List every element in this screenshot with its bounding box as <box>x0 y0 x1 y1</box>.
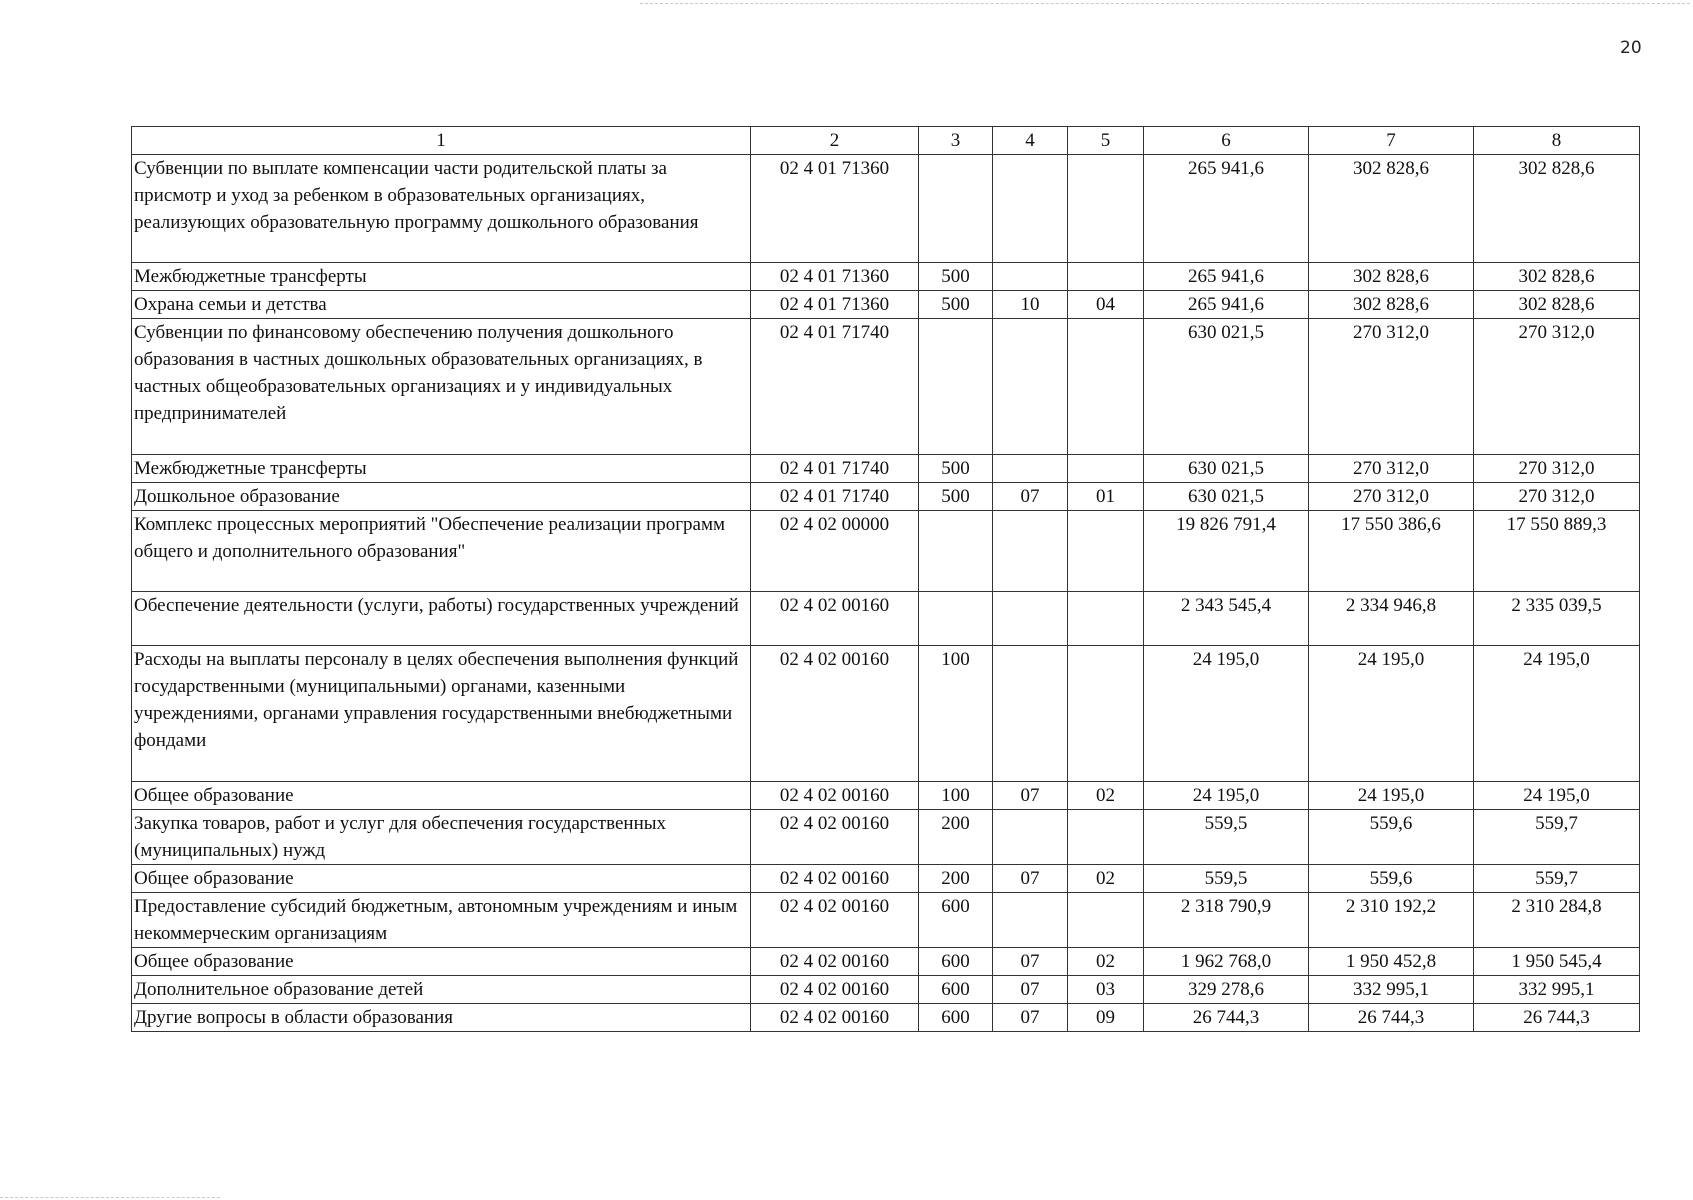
row-col3: 200 <box>919 810 993 865</box>
row-value-8: 24 195,0 <box>1474 646 1640 782</box>
row-code: 02 4 02 00160 <box>751 782 919 810</box>
row-value-7: 332 995,1 <box>1309 976 1474 1004</box>
row-value-6: 265 941,6 <box>1144 155 1309 263</box>
table-row <box>132 865 1640 893</box>
row-col5 <box>1068 319 1144 455</box>
row-value-8: 270 312,0 <box>1474 455 1640 483</box>
row-code: 02 4 02 00000 <box>751 511 919 592</box>
table-row <box>132 893 1640 948</box>
row-code: 02 4 01 71740 <box>751 455 919 483</box>
row-value-7: 26 744,3 <box>1309 1004 1474 1032</box>
row-col4 <box>993 893 1068 948</box>
table-row <box>132 948 1640 976</box>
row-col4 <box>993 155 1068 263</box>
row-name: Предоставление субсидий бюджетным, автономным учреждениям и иным некоммерческим организациям <box>132 893 751 948</box>
row-value-6: 2 343 545,4 <box>1144 592 1309 646</box>
row-value-8: 332 995,1 <box>1474 976 1640 1004</box>
row-col3 <box>919 319 993 455</box>
row-code: 02 4 01 71360 <box>751 291 919 319</box>
table-row <box>132 483 1640 511</box>
row-col4 <box>993 810 1068 865</box>
table-row <box>132 291 1640 319</box>
row-value-7: 270 312,0 <box>1309 455 1474 483</box>
row-value-6: 1 962 768,0 <box>1144 948 1309 976</box>
table-row <box>132 511 1640 592</box>
scan-artifact-bottom <box>0 1197 220 1198</box>
row-name: Общее образование <box>132 865 751 893</box>
row-code: 02 4 02 00160 <box>751 592 919 646</box>
row-col5: 01 <box>1068 483 1144 511</box>
table-row <box>132 782 1640 810</box>
row-name: Комплекс процессных мероприятий "Обеспечение реализации программ общего и дополнительного образования" <box>132 511 751 592</box>
row-code: 02 4 01 71360 <box>751 155 919 263</box>
row-value-7: 24 195,0 <box>1309 646 1474 782</box>
row-col4: 10 <box>993 291 1068 319</box>
row-col5: 04 <box>1068 291 1144 319</box>
header-col-5: 5 <box>1068 127 1144 155</box>
row-col3: 600 <box>919 893 993 948</box>
row-value-6: 2 318 790,9 <box>1144 893 1309 948</box>
row-name: Общее образование <box>132 782 751 810</box>
table-body <box>132 155 1640 1032</box>
row-value-7: 302 828,6 <box>1309 291 1474 319</box>
row-value-8: 302 828,6 <box>1474 263 1640 291</box>
header-col-6: 6 <box>1144 127 1309 155</box>
row-value-6: 265 941,6 <box>1144 263 1309 291</box>
header-col-4: 4 <box>993 127 1068 155</box>
row-value-6: 559,5 <box>1144 865 1309 893</box>
table-row <box>132 810 1640 865</box>
row-code: 02 4 01 71360 <box>751 263 919 291</box>
row-value-8: 2 310 284,8 <box>1474 893 1640 948</box>
row-value-6: 630 021,5 <box>1144 483 1309 511</box>
row-col3: 100 <box>919 646 993 782</box>
row-col5 <box>1068 155 1144 263</box>
row-value-6: 329 278,6 <box>1144 976 1309 1004</box>
row-value-6: 559,5 <box>1144 810 1309 865</box>
row-name: Общее образование <box>132 948 751 976</box>
row-value-6: 265 941,6 <box>1144 291 1309 319</box>
row-value-6: 26 744,3 <box>1144 1004 1309 1032</box>
table-row <box>132 976 1640 1004</box>
row-code: 02 4 02 00160 <box>751 1004 919 1032</box>
table-row <box>132 455 1640 483</box>
row-name: Межбюджетные трансферты <box>132 263 751 291</box>
row-col3: 100 <box>919 782 993 810</box>
row-col4: 07 <box>993 865 1068 893</box>
row-value-7: 270 312,0 <box>1309 319 1474 455</box>
row-name: Дополнительное образование детей <box>132 976 751 1004</box>
row-col4: 07 <box>993 1004 1068 1032</box>
row-col4: 07 <box>993 483 1068 511</box>
row-value-8: 17 550 889,3 <box>1474 511 1640 592</box>
row-name: Другие вопросы в области образования <box>132 1004 751 1032</box>
row-value-8: 559,7 <box>1474 865 1640 893</box>
row-value-7: 17 550 386,6 <box>1309 511 1474 592</box>
page-number: 20 <box>1620 38 1642 58</box>
row-col3 <box>919 592 993 646</box>
row-value-8: 24 195,0 <box>1474 782 1640 810</box>
row-col4 <box>993 511 1068 592</box>
row-value-8: 270 312,0 <box>1474 319 1640 455</box>
row-value-7: 2 334 946,8 <box>1309 592 1474 646</box>
row-col3: 500 <box>919 455 993 483</box>
row-col3: 600 <box>919 976 993 1004</box>
row-value-8: 270 312,0 <box>1474 483 1640 511</box>
table-row <box>132 155 1640 263</box>
row-value-6: 24 195,0 <box>1144 782 1309 810</box>
row-value-7: 302 828,6 <box>1309 155 1474 263</box>
table-row <box>132 319 1640 455</box>
row-col5 <box>1068 263 1144 291</box>
row-col5 <box>1068 511 1144 592</box>
header-col-8: 8 <box>1474 127 1640 155</box>
row-value-8: 2 335 039,5 <box>1474 592 1640 646</box>
row-name: Межбюджетные трансферты <box>132 455 751 483</box>
row-value-7: 302 828,6 <box>1309 263 1474 291</box>
row-code: 02 4 02 00160 <box>751 865 919 893</box>
row-value-6: 24 195,0 <box>1144 646 1309 782</box>
header-col-2: 2 <box>751 127 919 155</box>
row-col5: 02 <box>1068 782 1144 810</box>
row-value-6: 630 021,5 <box>1144 455 1309 483</box>
row-name: Закупка товаров, работ и услуг для обеспечения государственных (муниципальных) нужд <box>132 810 751 865</box>
row-value-8: 26 744,3 <box>1474 1004 1640 1032</box>
header-col-7: 7 <box>1309 127 1474 155</box>
row-name: Обеспечение деятельности (услуги, работы) государственных учреждений <box>132 592 751 646</box>
row-name: Охрана семьи и детства <box>132 291 751 319</box>
row-value-8: 1 950 545,4 <box>1474 948 1640 976</box>
budget-table <box>131 126 1640 1032</box>
row-col3: 500 <box>919 263 993 291</box>
row-col4 <box>993 319 1068 455</box>
row-code: 02 4 02 00160 <box>751 976 919 1004</box>
row-col4 <box>993 455 1068 483</box>
row-col5 <box>1068 893 1144 948</box>
row-col5 <box>1068 592 1144 646</box>
row-value-6: 630 021,5 <box>1144 319 1309 455</box>
row-code: 02 4 02 00160 <box>751 893 919 948</box>
row-value-7: 270 312,0 <box>1309 483 1474 511</box>
row-col3: 200 <box>919 865 993 893</box>
row-value-7: 1 950 452,8 <box>1309 948 1474 976</box>
header-col-1: 1 <box>132 127 751 155</box>
table-row <box>132 646 1640 782</box>
row-col3 <box>919 511 993 592</box>
header-col-3: 3 <box>919 127 993 155</box>
row-col3: 600 <box>919 1004 993 1032</box>
row-col5: 03 <box>1068 976 1144 1004</box>
row-value-8: 302 828,6 <box>1474 291 1640 319</box>
row-col5: 02 <box>1068 865 1144 893</box>
row-col3: 500 <box>919 291 993 319</box>
row-value-8: 302 828,6 <box>1474 155 1640 263</box>
row-value-6: 19 826 791,4 <box>1144 511 1309 592</box>
row-col5 <box>1068 455 1144 483</box>
row-col5: 02 <box>1068 948 1144 976</box>
row-col5 <box>1068 810 1144 865</box>
row-col3 <box>919 155 993 263</box>
table-row <box>132 592 1640 646</box>
row-col4: 07 <box>993 782 1068 810</box>
row-name: Дошкольное образование <box>132 483 751 511</box>
table-row <box>132 263 1640 291</box>
row-value-8: 559,7 <box>1474 810 1640 865</box>
row-col3: 600 <box>919 948 993 976</box>
row-col4 <box>993 646 1068 782</box>
row-value-7: 559,6 <box>1309 865 1474 893</box>
row-code: 02 4 01 71740 <box>751 483 919 511</box>
header-row <box>132 127 1640 155</box>
row-col4: 07 <box>993 948 1068 976</box>
row-name: Субвенции по выплате компенсации части родительской платы за присмотр и уход за ребенком в образовательных организациях, реализующих образовательную программу дошкольного образования <box>132 155 751 263</box>
table-header <box>132 127 1640 155</box>
row-col4 <box>993 592 1068 646</box>
row-col5: 09 <box>1068 1004 1144 1032</box>
row-code: 02 4 02 00160 <box>751 646 919 782</box>
row-value-7: 24 195,0 <box>1309 782 1474 810</box>
scan-artifact-top <box>640 3 1690 4</box>
row-col3: 500 <box>919 483 993 511</box>
row-code: 02 4 01 71740 <box>751 319 919 455</box>
row-name: Субвенции по финансовому обеспечению получения дошкольного образования в частных дошкольных образовательных организациях, в частных общеобразовательных организациях и у индивидуальных предпринимателей <box>132 319 751 455</box>
table-row <box>132 1004 1640 1032</box>
row-col4 <box>993 263 1068 291</box>
row-code: 02 4 02 00160 <box>751 948 919 976</box>
row-col5 <box>1068 646 1144 782</box>
row-value-7: 559,6 <box>1309 810 1474 865</box>
row-value-7: 2 310 192,2 <box>1309 893 1474 948</box>
row-code: 02 4 02 00160 <box>751 810 919 865</box>
row-name: Расходы на выплаты персоналу в целях обеспечения выполнения функций государственными (муниципальными) органами, казенными учреждениями, органами управления государственными внебюджетными фондами <box>132 646 751 782</box>
row-col4: 07 <box>993 976 1068 1004</box>
